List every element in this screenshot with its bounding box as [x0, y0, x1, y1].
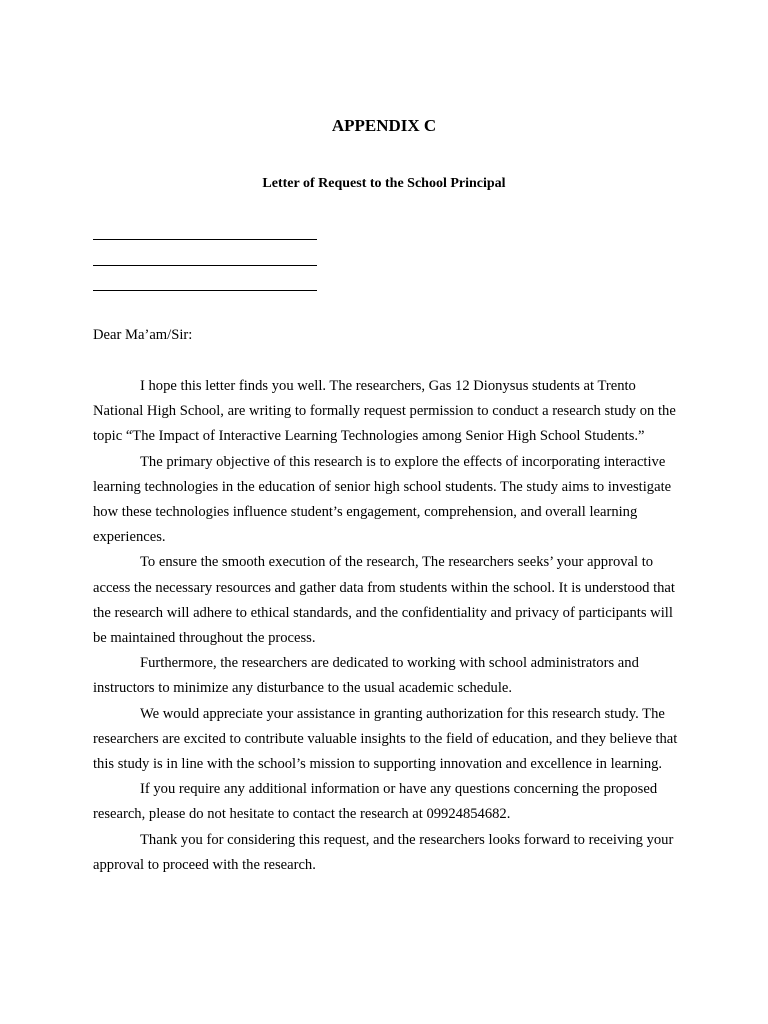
- salutation: Dear Ma’am/Sir:: [93, 327, 193, 343]
- paragraph-contact: If you require any additional information or have any questions concerning the proposed research, please do not hesitate to contact the research at 09924854682.: [93, 781, 658, 823]
- paragraph-request: I hope this letter finds you well. The researchers, Gas 12 Dionysus students at Trento National High School, are writing to formally request permission to conduct a research study on the topic “The Impact of Interactive Learning Technologies among Senior High School Students.”: [93, 378, 676, 445]
- appendix-title: APPENDIX C: [331, 116, 437, 135]
- address-blank-line: [93, 290, 317, 291]
- letter-subtitle: Letter of Request to the School Principal: [262, 176, 506, 191]
- address-blank-line: [93, 239, 317, 240]
- letter-body: [93, 374, 678, 878]
- paragraph-approval: To ensure the smooth execution of the research, The researchers seeks’ your approval to access the necessary resources and gather data from students within the school. It is understood that the research will adhere to ethical standards, and the confidentiality and privacy of participants will be maintained throughout the process.: [93, 554, 675, 647]
- paragraph-objective: The primary objective of this research is to explore the effects of incorporating interactive learning technologies in the education of senior high school students. The study aims to investigate how these technologies influence student’s engagement, comprehension, and overall learning experiences.: [93, 453, 672, 546]
- paragraph-schedule: Furthermore, the researchers are dedicated to working with school administrators and instructors to minimize any disturbance to the usual academic schedule.: [93, 655, 639, 697]
- paragraph-appreciation: We would appreciate your assistance in granting authorization for this research study. The researchers are excited to contribute valuable insights to the field of education, and they believe that this study is in line with the school’s mission to supporting innovation and excellence in learning.: [93, 705, 678, 773]
- address-blank-line: [93, 265, 317, 266]
- paragraph-closing: Thank you for considering this request, and the researchers looks forward to receiving your approval to proceed with the research.: [93, 831, 674, 873]
